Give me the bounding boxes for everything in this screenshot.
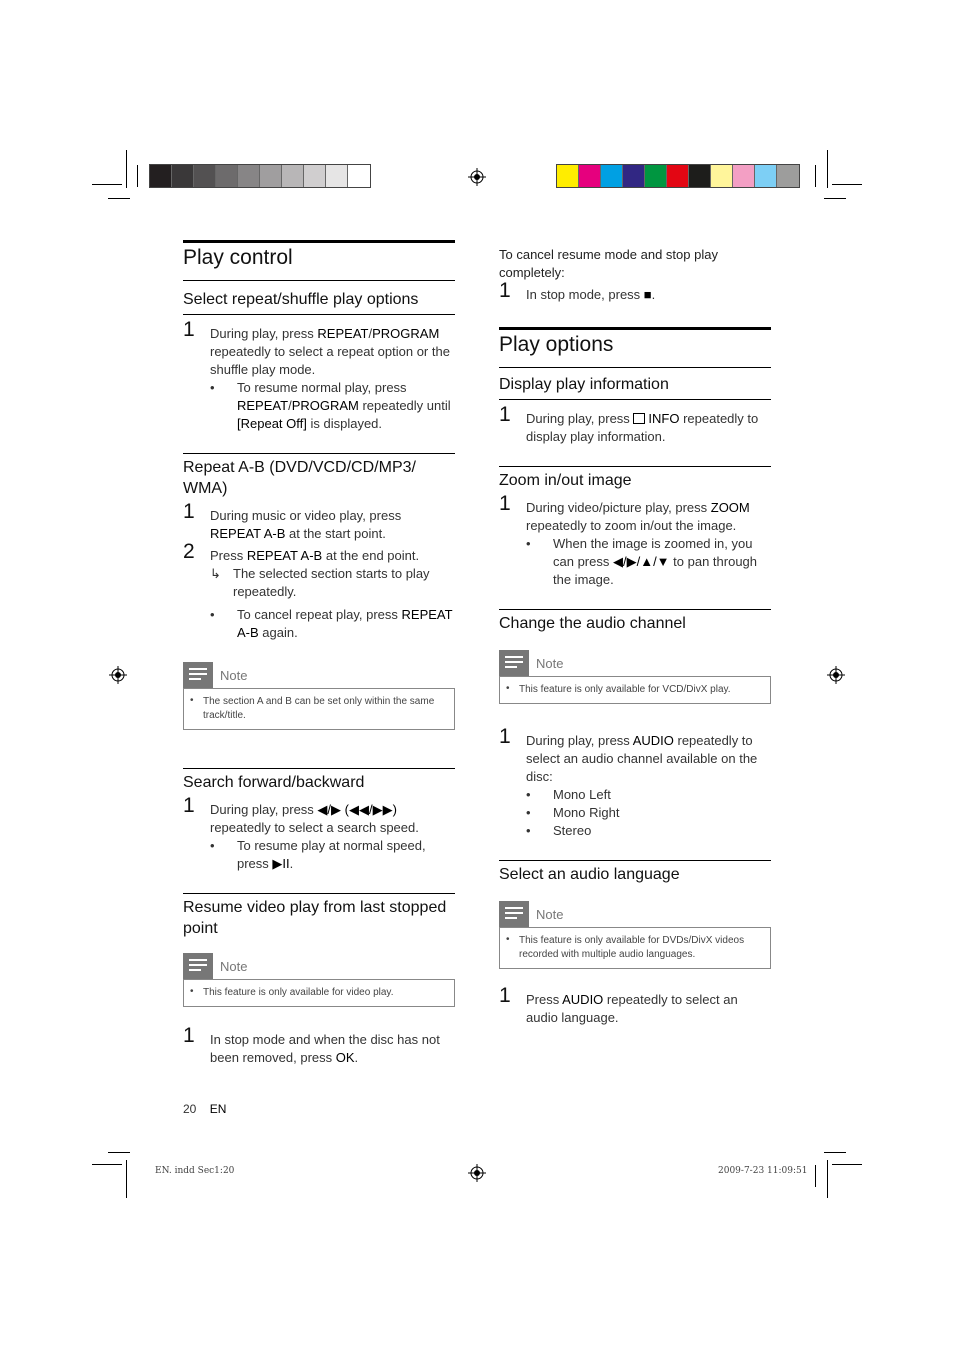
heading-resume-video: Resume video play from last stopped point xyxy=(183,893,455,939)
color-swatch xyxy=(172,165,194,187)
heading-search: Search forward/backward xyxy=(183,768,455,793)
crop-mark xyxy=(815,165,816,187)
list-item: • Mono Right xyxy=(526,805,620,820)
step-audio-1: 1 During play, press AUDIO repeatedly to select an audio channel available on the disc: xyxy=(499,725,758,784)
crop-mark xyxy=(832,184,862,185)
color-swatch xyxy=(304,165,326,187)
color-swatch xyxy=(282,165,304,187)
color-swatch xyxy=(557,165,579,187)
crop-mark xyxy=(824,1152,846,1153)
heading-repeat-ab: Repeat A-B (DVD/VCD/CD/MP3/ WMA) xyxy=(183,453,455,499)
step-cancel-1: 1 In stop mode, press ■. xyxy=(499,279,656,302)
crop-mark xyxy=(108,198,130,199)
color-swatch xyxy=(733,165,755,187)
crop-mark xyxy=(137,165,138,187)
result-ab: ↳ The selected section starts to play repeatedly. xyxy=(210,566,430,599)
bullet-resume-speed: • To resume play at normal speed, press ▶II. xyxy=(210,838,426,871)
note-audio-language: Note • This feature is only available for DVDs/DivX videos recorded with multiple audio languages. xyxy=(499,901,771,969)
color-swatch xyxy=(777,165,799,187)
slug-file: EN. indd Sec1:20 xyxy=(155,1166,235,1176)
step-resume-1: 1 In stop mode and when the disc has not been removed, press OK. xyxy=(183,1024,440,1065)
crop-mark xyxy=(92,184,122,185)
step-number: 1 xyxy=(183,318,195,341)
step-ab-2: 2 Press REPEAT A-B at the end point. xyxy=(183,540,420,563)
note-icon xyxy=(183,662,213,688)
stop-icon: ■ xyxy=(643,287,652,302)
step-language-1: 1 Press AUDIO repeatedly to select an audio language. xyxy=(499,984,738,1025)
bullet-resume-normal: • To resume normal play, press REPEAT/PROGRAM repeatedly until [Repeat Off] is displayed. xyxy=(210,380,451,431)
color-swatch xyxy=(711,165,733,187)
color-swatch xyxy=(238,165,260,187)
heading-audio-channel: Change the audio channel xyxy=(499,609,771,634)
color-swatch xyxy=(667,165,689,187)
bullet-cancel-repeat: • To cancel repeat play, press REPEAT A-B again. xyxy=(210,607,453,640)
color-swatch xyxy=(260,165,282,187)
key-program: PROGRAM xyxy=(372,326,440,341)
page-number: 20 EN xyxy=(183,1102,227,1116)
arrow-result-icon: ↳ xyxy=(210,566,221,581)
color-swatch xyxy=(601,165,623,187)
heading-display-info: Display play information xyxy=(499,376,669,393)
grayscale-swatch-bar xyxy=(149,164,371,188)
color-swatch xyxy=(348,165,370,187)
registration-mark-icon xyxy=(468,168,486,186)
color-swatch xyxy=(689,165,711,187)
step-display-1: 1 During play, press INFO repeatedly to display play information. xyxy=(499,403,759,444)
color-swatch xyxy=(755,165,777,187)
cancel-heading: To cancel resume mode and stop play completely: xyxy=(499,247,718,280)
step-zoom-1: 1 During video/picture play, press ZOOM repeatedly to zoom in/out the image. xyxy=(499,492,750,533)
heading-zoom: Zoom in/out image xyxy=(499,466,771,491)
crop-mark xyxy=(815,1165,816,1187)
step-ab-1: 1 During music or video play, press REPEAT A-B at the start point. xyxy=(183,500,402,541)
registration-mark-icon xyxy=(109,666,127,684)
section-title-play-control: Play control xyxy=(183,240,455,281)
slug-date: 2009-7-23 11:09:51 xyxy=(718,1166,808,1176)
crop-mark xyxy=(108,1152,130,1153)
info-icon xyxy=(633,413,645,424)
heading-repeat-shuffle: Select repeat/shuffle play options xyxy=(183,291,419,308)
crop-mark xyxy=(827,1160,828,1198)
step-search-1: 1 During play, press ◀/▶ (◀◀/▶▶) repeatedly to select a search speed. xyxy=(183,794,419,835)
note-ab: Note • The section A and B can be set only within the same track/title. xyxy=(183,662,455,730)
list-item: • Stereo xyxy=(526,823,592,838)
note-audio-channel: Note • This feature is only available for VCD/DivX play. xyxy=(499,650,771,704)
color-swatch xyxy=(645,165,667,187)
color-swatch xyxy=(150,165,172,187)
note-icon xyxy=(499,901,529,927)
note-resume: Note • This feature is only available for video play. xyxy=(183,953,455,1007)
color-swatch xyxy=(194,165,216,187)
color-swatch-bar xyxy=(556,164,800,188)
key-repeat: REPEAT xyxy=(317,326,369,341)
color-swatch xyxy=(623,165,645,187)
registration-mark-icon xyxy=(827,666,845,684)
crop-mark xyxy=(824,198,846,199)
color-swatch xyxy=(579,165,601,187)
crop-mark xyxy=(126,150,127,188)
section-title-play-options: Play options xyxy=(499,327,771,368)
color-swatch xyxy=(216,165,238,187)
right-column xyxy=(499,246,771,1027)
crop-mark xyxy=(832,1164,862,1165)
note-icon xyxy=(183,953,213,979)
registration-mark-icon xyxy=(468,1164,486,1182)
bullet-pan: • When the image is zoomed in, you can press ◀/▶/▲/▼ to pan through the image. xyxy=(526,536,758,587)
crop-mark xyxy=(92,1164,122,1165)
step-repeat-1: 1 During play, press REPEAT/PROGRAM repeatedly to select a repeat option or the shuffle play mode. xyxy=(183,318,450,377)
list-item: • Mono Left xyxy=(526,787,611,802)
crop-mark xyxy=(827,150,828,188)
color-swatch xyxy=(326,165,348,187)
left-column xyxy=(183,240,455,1067)
crop-mark xyxy=(126,1160,127,1198)
heading-audio-language: Select an audio language xyxy=(499,860,771,885)
note-icon xyxy=(499,650,529,676)
